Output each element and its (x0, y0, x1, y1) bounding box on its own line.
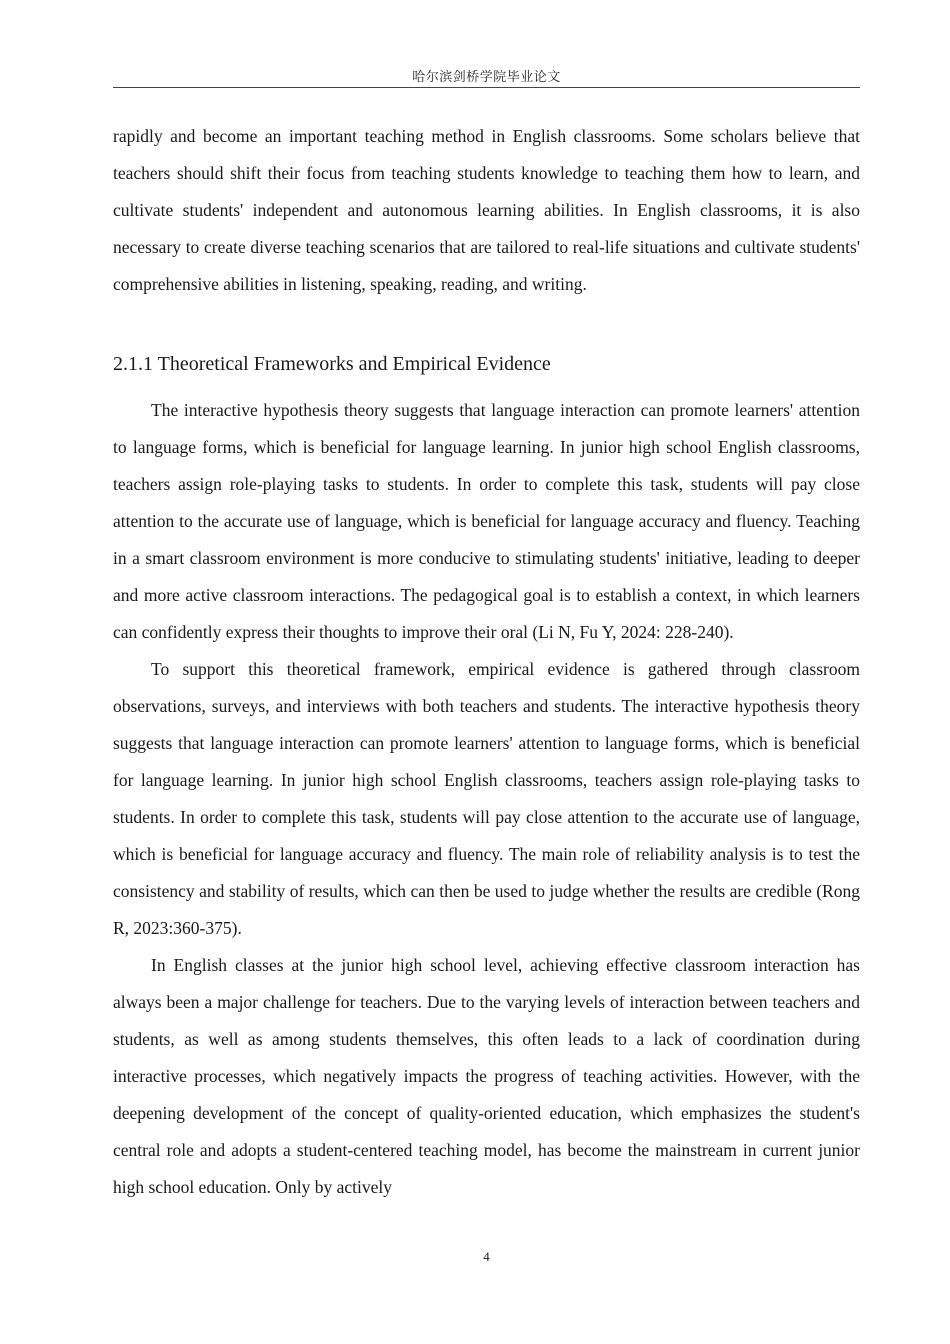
header-divider (113, 87, 860, 88)
section-heading: 2.1.1 Theoretical Frameworks and Empirical Evidence (113, 353, 551, 375)
body-paragraph-2: To support this theoretical framework, empirical evidence is gathered through classroom observations, surveys, and interviews with both teachers and students. The interactive hypothesis theory suggests that language interaction can promote learners' attention to language forms, which is beneficial for language learning. In junior high school English classrooms, teachers assign role-playing tasks to students. In order to complete this task, students will pay close attention to the accurate use of language, which is beneficial for language accuracy and fluency. The main role of reliability analysis is to test the consistency and stability of results, which can then be used to judge whether the results are credible (Rong R, 2023:360-375). (113, 659, 860, 938)
body-paragraph-1: The interactive hypothesis theory suggests that language interaction can promote learners' attention to language forms, which is beneficial for language learning. In junior high school English classrooms, teachers assign role-playing tasks to students. In order to complete this task, students will pay close attention to the accurate use of language, which is beneficial for language accuracy and fluency. Teaching in a smart classroom environment is more conducive to stimulating students' initiative, leading to deeper and more active classroom interactions. The pedagogical goal is to establish a context, in which learners can confidently express their thoughts to improve their oral (Li N, Fu Y, 2024: 228-240). (113, 400, 860, 642)
page-number: 4 (483, 1249, 490, 1264)
intro-block (113, 118, 860, 303)
section-body (113, 392, 860, 1206)
body-paragraph-3: In English classes at the junior high school level, achieving effective classroom interaction has always been a major challenge for teachers. Due to the varying levels of interaction between teachers and students, as well as among students themselves, this often leads to a lack of coordination during interactive processes, which negatively impacts the progress of teaching activities. However, with the deepening development of the concept of quality-oriented education, which emphasizes the student's central role and adopts a student-centered teaching model, has become the mainstream in current junior high school education. Only by actively (113, 955, 860, 1197)
running-header: 哈尔滨剑桥学院毕业论文 (412, 70, 561, 85)
intro-paragraph: rapidly and become an important teaching method in English classrooms. Some scholars believe that teachers should shift their focus from teaching students knowledge to teaching them how to learn, and cultivate students' independent and autonomous learning abilities. In English classrooms, it is also necessary to create diverse teaching scenarios that are tailored to real-life situations and cultivate students' comprehensive abilities in listening, speaking, reading, and writing. (113, 126, 860, 294)
